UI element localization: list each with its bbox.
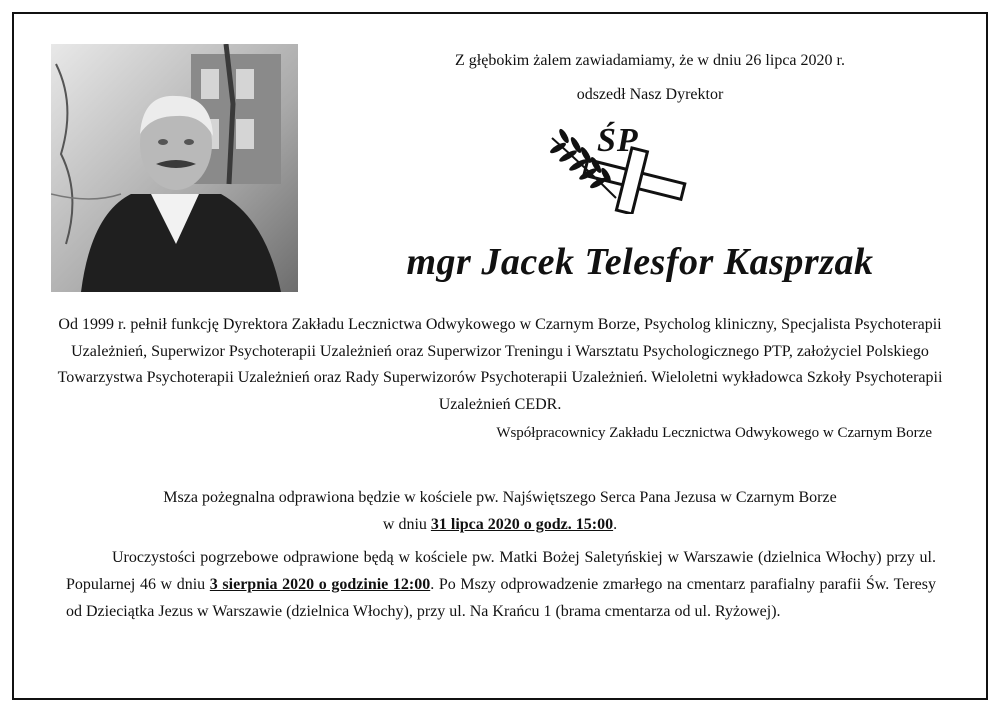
signature-line: Współpracownicy Zakładu Lecznictwa Odwykowego w Czarnym Borze (496, 425, 932, 441)
mass-date-suffix: . (613, 516, 618, 533)
mass-date: 31 lipca 2020 o godz. 15:00 (430, 516, 614, 533)
mass-location: Msza pożegnalna odprawiona będzie w kościele pw. Najświętszego Serca Pana Jezusa w Czarnym Borze (163, 489, 837, 506)
portrait-photo (51, 44, 298, 292)
biography: Od 1999 r. pełnił funkcję Dyrektora Zakładu Lecznictwa Odwykowego w Czarnym Borze, Psycholog kliniczny, Specjalista Psychoterapii Uzależnień, Superwizor Psychoterapii Uzależnień oraz Superwizor Treningu i Warsztatu Psychologicznego PTP, założyciel Polskiego Towarzystwa Psychoterapii Uzależnień oraz Rady Superwizorów Psychoterapii Uzależnień. Wieloletni wykładowca Szkoły Psychoterapii Uzależnień CEDR. (57, 316, 943, 413)
funeral-details (66, 544, 936, 625)
funeral-date: 3 sierpnia 2020 o godzinie 12:00 (209, 576, 431, 593)
mass-date-line (50, 511, 950, 538)
mass-date-prefix: w dniu (382, 516, 431, 533)
farewell-mass (50, 484, 950, 538)
announcement-intro: Z głębokim żalem zawiadamiamy, że w dniu 26 lipca 2020 r. (455, 52, 845, 69)
departed-line: odszedł Nasz Dyrektor (576, 86, 724, 103)
funeral-text-part1: Uroczystości pogrzebowe odprawione będą w kościele pw. Matki Bożej Saletyńskiej w Warszawie (dzielnica Włochy) przy ul. Popularnej 46 w dniu (66, 549, 936, 593)
funeral-text-part2: . Po Mszy odprowadzenie zmarłego na cmentarz parafialny parafii Św. Teresy od Dzieciątka Jezus w Warszawie (dzielnica Włochy), przy ul. Na Krańcu 1 (brama cmentarza od ul. Ryżowej). (66, 576, 936, 620)
sp-abbreviation: ŚP (597, 122, 639, 159)
deceased-name: mgr Jacek Telesfor Kasprzak (406, 241, 874, 283)
